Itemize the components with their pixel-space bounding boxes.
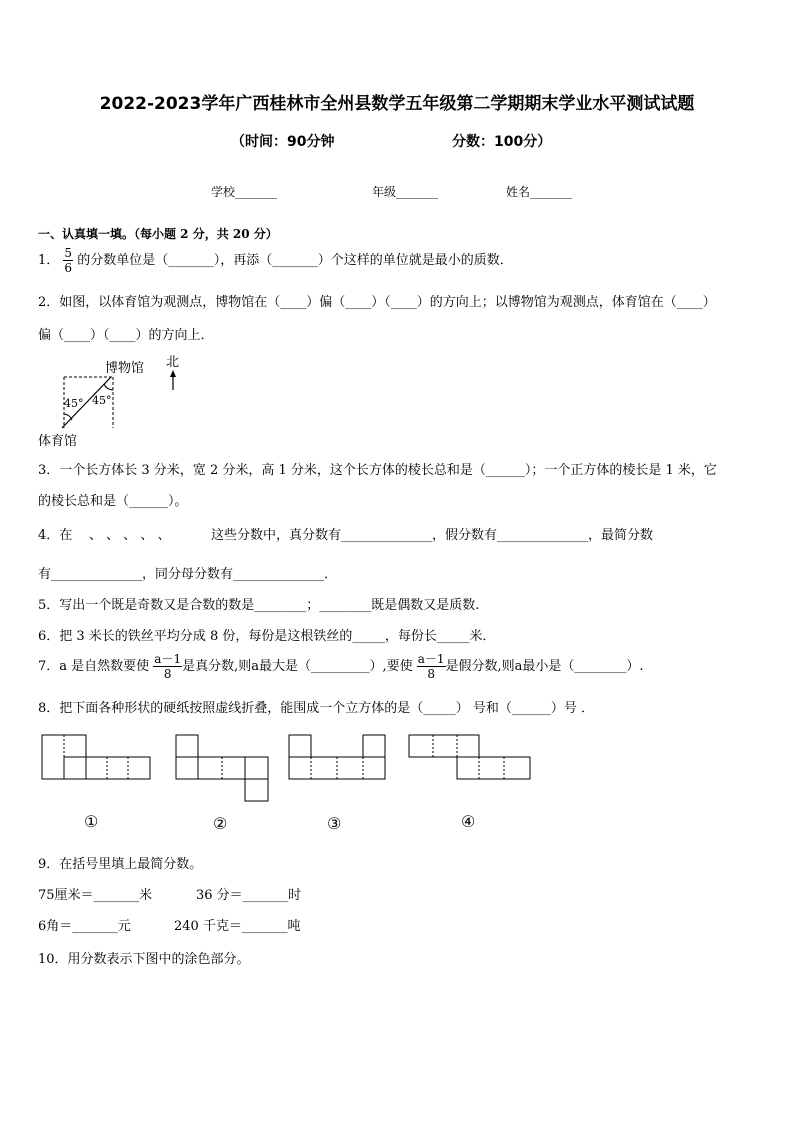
cube-nets-figure bbox=[38, 732, 538, 804]
denominator: 6 bbox=[64, 261, 73, 275]
fraction bbox=[417, 652, 446, 681]
denominator: 8 bbox=[163, 667, 172, 681]
fraction bbox=[63, 246, 73, 275]
fraction-list-marks: 、 、 、 、 、 bbox=[89, 528, 171, 543]
denominator: 8 bbox=[427, 667, 435, 681]
cube-net-1 bbox=[42, 735, 150, 779]
question-2-line2: 偏（____）（____）的方向上． bbox=[38, 328, 214, 343]
question-2-line1: 2．如图，以体育馆为观测点，博物馆在（____）偏（____）（____）的方向上；以博物馆为观测点，体育馆在（____） bbox=[38, 295, 716, 310]
question-8: 8．把下面各种形状的硬纸按照虚线折叠，能围成一个立方体的是（_____） 号和（______）号 ． bbox=[38, 701, 595, 716]
question-1 bbox=[38, 246, 513, 275]
question-text: 是假分数,则a最小是（________）. bbox=[445, 659, 644, 674]
question-9-item: 6角＝_______元 bbox=[38, 919, 131, 934]
net-label-4: ④ bbox=[461, 812, 476, 831]
angle-label: 45° bbox=[64, 397, 84, 410]
grade-field: 年级_______ bbox=[372, 185, 439, 199]
question-9-item: 75厘米＝_______米 bbox=[38, 888, 153, 903]
cube-net-2 bbox=[176, 735, 268, 801]
question-10: 10．用分数表示下图中的涂色部分。 bbox=[38, 952, 250, 967]
question-6: 6．把 3 米长的铁丝平均分成 8 份，每份是这根铁丝的_____，每份长_____米． bbox=[38, 629, 496, 644]
page-title: 2022-2023学年广西桂林市全州县数学五年级第二学期期末学业水平测试试题 bbox=[99, 94, 695, 114]
gym-label: 体育馆 bbox=[38, 434, 78, 449]
museum-label: 博物馆 bbox=[105, 361, 145, 376]
question-9: 9．在括号里填上最简分数。 bbox=[38, 857, 203, 872]
fraction bbox=[153, 652, 182, 681]
exam-time: （时间：90分钟 bbox=[231, 134, 335, 150]
question-5: 5．写出一个既是奇数又是合数的数是________；________既是偶数又是质数. bbox=[38, 598, 480, 613]
question-3-line2: 的棱长总和是（______）。 bbox=[38, 494, 188, 509]
question-7 bbox=[38, 652, 644, 681]
question-3-line1: 3．一个长方体长 3 分米，宽 2 分米，高 1 分米，这个长方体的棱长总和是（______）；一个正方体的棱长是 1 米，它 bbox=[38, 463, 717, 478]
cube-net-4 bbox=[409, 735, 530, 779]
question-text: 是真分数,则a最大是（_________）,要使 bbox=[182, 659, 413, 674]
question-9-item: 240 千克＝_______吨 bbox=[174, 919, 301, 934]
exam-score: 分数：100分） bbox=[452, 134, 552, 150]
name-field: 姓名_______ bbox=[506, 185, 573, 199]
north-label: 北 bbox=[166, 355, 180, 370]
school-field: 学校_______ bbox=[211, 185, 278, 199]
angle-label: 45° bbox=[92, 394, 112, 407]
net-label-3: ③ bbox=[327, 814, 342, 833]
net-label-2: ② bbox=[213, 814, 228, 833]
question-4-line2: 有______________，同分母分数有______________． bbox=[38, 567, 338, 582]
question-4-text: 这些分数中，真分数有______________，假分数有______________，最简分数 bbox=[211, 528, 654, 543]
cube-net-3 bbox=[289, 735, 385, 779]
numerator: a－1 bbox=[417, 652, 445, 666]
numerator: 5 bbox=[64, 246, 73, 260]
numerator: a－1 bbox=[154, 652, 182, 666]
question-9-item: 36 分＝_______时 bbox=[196, 888, 302, 903]
section-heading: 一、认真填一填。（每小题 2 分，共 20 分） bbox=[38, 227, 278, 241]
question-text: 7．a 是自然数要使 bbox=[38, 659, 150, 674]
question-text: 的分数单位是（_______），再添（_______）个这样的单位就是最小的质数． bbox=[77, 253, 513, 268]
question-number: 1． bbox=[38, 253, 60, 268]
net-label-1: ① bbox=[84, 812, 99, 831]
question-4-label: 4．在 bbox=[38, 528, 73, 543]
